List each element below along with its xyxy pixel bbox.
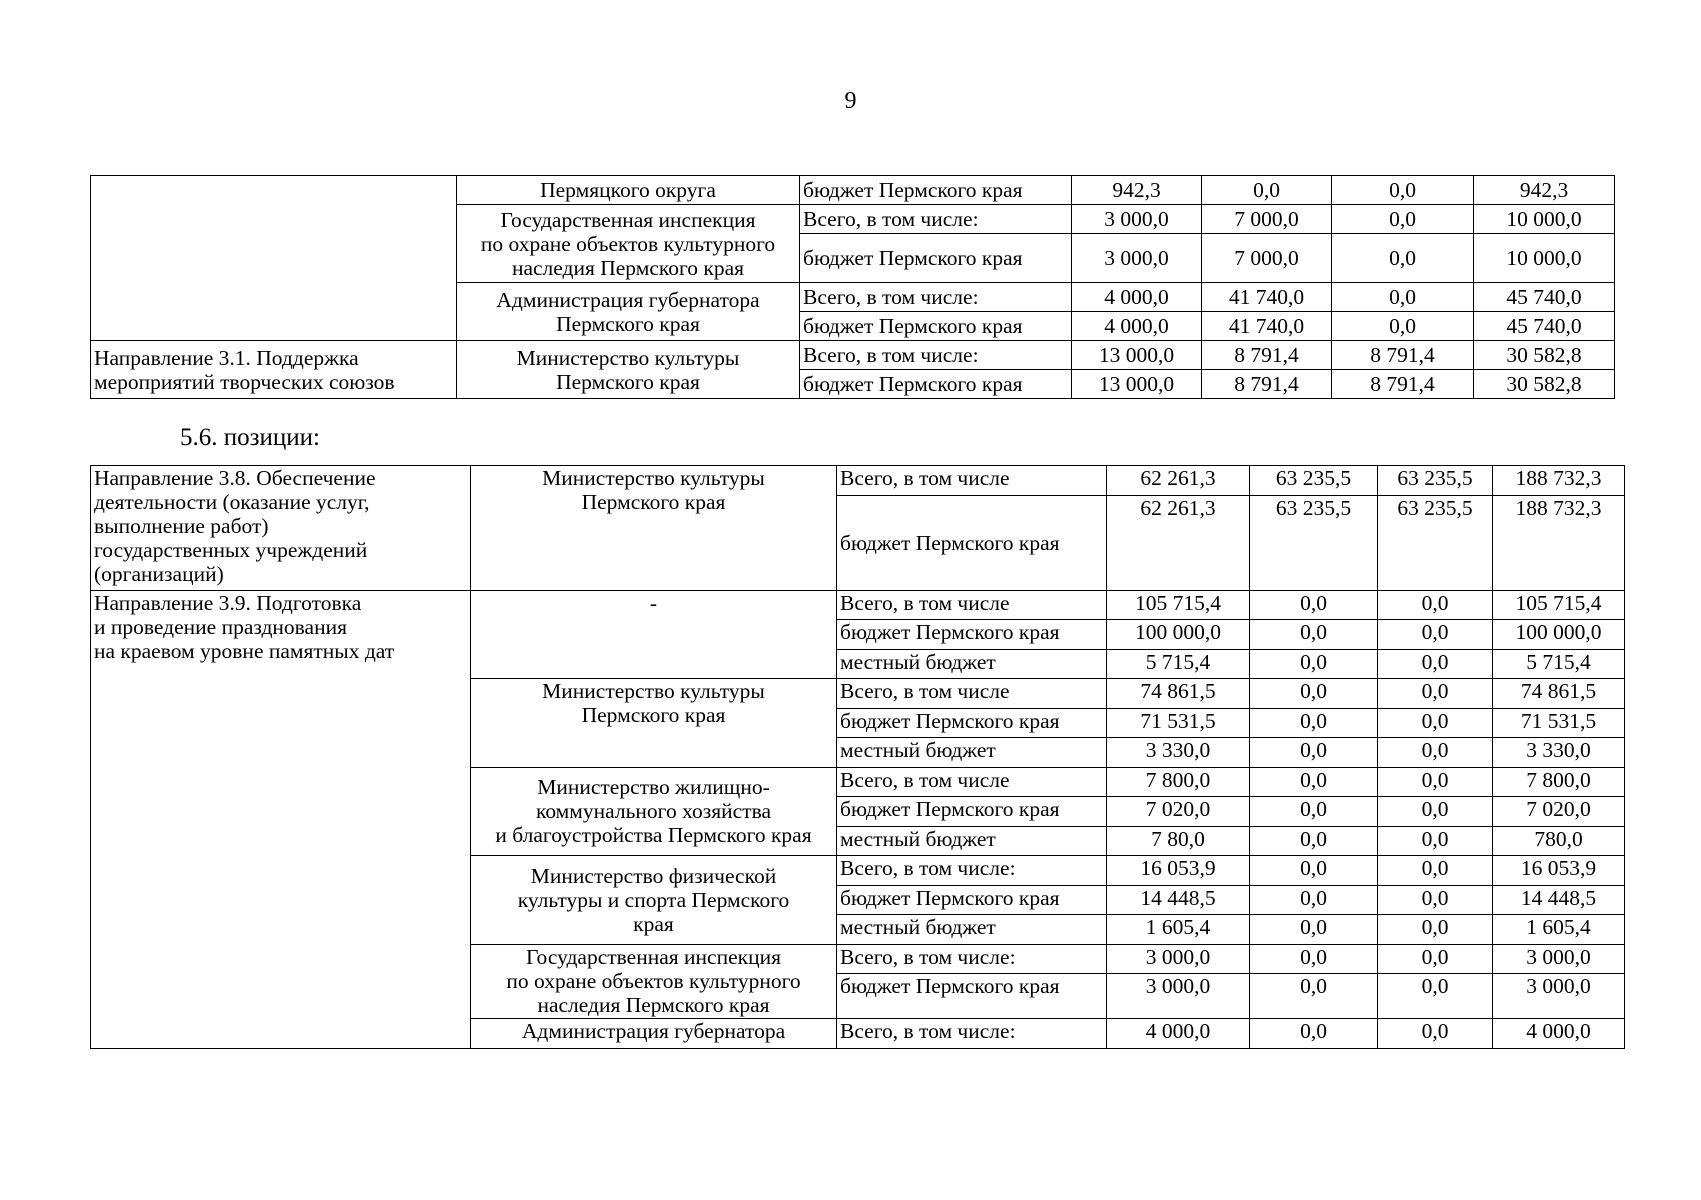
funding-source-cell: бюджет Пермского края: [837, 797, 1107, 827]
funding-source-cell: Всего, в том числе:: [800, 341, 1072, 370]
organization-cell: [471, 856, 837, 945]
value-cell: 7 020,0: [1493, 797, 1625, 827]
funding-source-cell: бюджет Пермского края: [837, 620, 1107, 650]
organization-line: наследия Пермского края: [511, 255, 745, 280]
value-cell: 5 715,4: [1493, 649, 1625, 679]
value-cell: 63 235,5: [1250, 466, 1378, 496]
value-cell: 45 740,0: [1474, 283, 1615, 312]
funding-source-cell: местный бюджет: [837, 915, 1107, 945]
funding-source-cell: Всего, в том числе:: [800, 205, 1072, 234]
value-cell: 74 861,5: [1493, 679, 1625, 709]
organization-line: Государственная инспекция: [526, 944, 781, 969]
organization-cell: Администрация губернатора: [471, 1019, 837, 1049]
value-cell: 62 261,3: [1107, 466, 1250, 496]
funding-source-cell: Всего, в том числе:: [837, 944, 1107, 974]
value-cell: 7 800,0: [1107, 767, 1250, 797]
organization-line: по охране объектов культурного: [506, 968, 801, 993]
value-cell: 0,0: [1250, 915, 1378, 945]
organization-line: Пермского края: [556, 311, 700, 336]
value-cell: 0,0: [1250, 974, 1378, 1019]
value-cell: 16 053,9: [1493, 856, 1625, 886]
value-cell: 14 448,5: [1493, 885, 1625, 915]
value-cell: 100 000,0: [1107, 620, 1250, 650]
value-cell: 62 261,3: [1107, 495, 1250, 590]
funding-source-cell: Всего, в том числе: [837, 590, 1107, 620]
table-row: [91, 341, 1615, 370]
value-cell: 30 582,8: [1474, 341, 1615, 370]
organization-cell: [471, 466, 837, 591]
organization-line: Пермского края: [581, 703, 726, 727]
organization-cell: [457, 205, 800, 283]
value-cell: 0,0: [1378, 738, 1493, 768]
value-cell: 63 235,5: [1378, 495, 1493, 590]
organization-line: Пермского края: [581, 490, 726, 514]
direction-cell: [91, 466, 471, 591]
funding-source-cell: Всего, в том числе: [837, 466, 1107, 496]
funding-source-cell: Всего, в том числе:: [837, 856, 1107, 886]
value-cell: 3 000,0: [1493, 944, 1625, 974]
value-cell: 3 000,0: [1107, 974, 1250, 1019]
value-cell: 0,0: [1250, 679, 1378, 709]
funding-source-cell: местный бюджет: [837, 826, 1107, 856]
value-cell: 4 000,0: [1072, 283, 1202, 312]
value-cell: 0,0: [1202, 176, 1332, 205]
budget-table-continuation: [90, 175, 1615, 399]
value-cell: 8 791,4: [1202, 370, 1332, 399]
funding-source-cell: Всего, в том числе:: [800, 283, 1072, 312]
value-cell: 0,0: [1378, 915, 1493, 945]
funding-source-cell: Всего, в том числе: [837, 679, 1107, 709]
value-cell: 16 053,9: [1107, 856, 1250, 886]
value-cell: 0,0: [1378, 708, 1493, 738]
funding-source-cell: бюджет Пермского края: [837, 885, 1107, 915]
value-cell: 5 715,4: [1107, 649, 1250, 679]
value-cell: 13 000,0: [1072, 341, 1202, 370]
table-row: [91, 176, 1615, 205]
value-cell: 0,0: [1378, 649, 1493, 679]
direction-line: мероприятий творческих союзов: [94, 369, 395, 394]
direction-line: деятельности (оказание услуг,: [94, 490, 370, 514]
value-cell: 0,0: [1332, 205, 1474, 234]
table-row: [91, 590, 1625, 620]
value-cell: 74 861,5: [1107, 679, 1250, 709]
value-cell: 0,0: [1378, 974, 1493, 1019]
value-cell: 0,0: [1332, 176, 1474, 205]
value-cell: 7 800,0: [1493, 767, 1625, 797]
value-cell: 8 791,4: [1332, 370, 1474, 399]
value-cell: 942,3: [1072, 176, 1202, 205]
organization-line: Администрация губернатора: [496, 287, 760, 312]
value-cell: 0,0: [1332, 234, 1474, 283]
value-cell: 942,3: [1474, 176, 1615, 205]
direction-line: Направление 3.9. Подготовка: [94, 590, 362, 615]
value-cell: 7 80,0: [1107, 826, 1250, 856]
value-cell: 188 732,3: [1493, 466, 1625, 496]
funding-source-cell: бюджет Пермского края: [837, 708, 1107, 738]
page-number: 9: [844, 88, 857, 114]
value-cell: 1 605,4: [1493, 915, 1625, 945]
budget-table-positions: [90, 465, 1625, 1049]
value-cell: 0,0: [1332, 312, 1474, 341]
value-cell: 780,0: [1493, 826, 1625, 856]
value-cell: 41 740,0: [1202, 312, 1332, 341]
organization-cell: -: [471, 590, 837, 679]
funding-source-cell: Всего, в том числе: [837, 767, 1107, 797]
direction-cell: [91, 176, 457, 341]
value-cell: 3 000,0: [1072, 234, 1202, 283]
organization-cell: [457, 283, 800, 341]
value-cell: 188 732,3: [1493, 495, 1625, 590]
direction-line: Направление 3.8. Обеспечение: [94, 466, 376, 490]
organization-line: края: [633, 911, 674, 936]
value-cell: 100 000,0: [1493, 620, 1625, 650]
value-cell: 0,0: [1378, 1019, 1493, 1049]
value-cell: 0,0: [1250, 944, 1378, 974]
value-cell: 0,0: [1378, 590, 1493, 620]
value-cell: 14 448,5: [1107, 885, 1250, 915]
funding-source-cell: бюджет Пермского края: [837, 974, 1107, 1019]
organization-line: коммунального хозяйства: [535, 799, 771, 824]
value-cell: 105 715,4: [1107, 590, 1250, 620]
value-cell: 30 582,8: [1474, 370, 1615, 399]
value-cell: 71 531,5: [1107, 708, 1250, 738]
organization-line: Министерство культуры: [542, 466, 765, 490]
value-cell: 0,0: [1250, 738, 1378, 768]
direction-line: на краевом уровне памятных дат: [94, 638, 395, 663]
value-cell: 3 330,0: [1493, 738, 1625, 768]
value-cell: 63 235,5: [1250, 495, 1378, 590]
value-cell: 0,0: [1250, 797, 1378, 827]
value-cell: 0,0: [1250, 590, 1378, 620]
organization-cell: [471, 679, 837, 768]
organization-cell: [471, 944, 837, 1019]
organization-cell: [471, 767, 837, 856]
value-cell: 0,0: [1250, 649, 1378, 679]
organization-line: Министерство культуры: [516, 345, 740, 370]
value-cell: 0,0: [1250, 826, 1378, 856]
value-cell: 7 000,0: [1202, 205, 1332, 234]
value-cell: 3 330,0: [1107, 738, 1250, 768]
organization-cell: [457, 341, 800, 399]
value-cell: 0,0: [1378, 856, 1493, 886]
direction-line: и проведение празднования: [94, 614, 347, 639]
value-cell: 63 235,5: [1378, 466, 1493, 496]
organization-line: и благоустройства Пермского края: [495, 823, 812, 848]
value-cell: 0,0: [1378, 797, 1493, 827]
value-cell: 8 791,4: [1202, 341, 1332, 370]
funding-source-cell: бюджет Пермского края: [837, 495, 1107, 590]
organization-line: Пермского края: [556, 369, 700, 394]
value-cell: 0,0: [1378, 767, 1493, 797]
funding-source-cell: местный бюджет: [837, 738, 1107, 768]
funding-source-cell: бюджет Пермского края: [800, 176, 1072, 205]
organization-line: культуры и спорта Пермского: [517, 887, 790, 912]
value-cell: 0,0: [1378, 826, 1493, 856]
value-cell: 0,0: [1378, 885, 1493, 915]
funding-source-cell: бюджет Пермского края: [800, 234, 1072, 283]
organization-line: Министерство культуры: [542, 679, 765, 703]
value-cell: 4 000,0: [1072, 312, 1202, 341]
value-cell: 1 605,4: [1107, 915, 1250, 945]
value-cell: 45 740,0: [1474, 312, 1615, 341]
value-cell: 0,0: [1378, 679, 1493, 709]
value-cell: 7 000,0: [1202, 234, 1332, 283]
value-cell: 10 000,0: [1474, 234, 1615, 283]
value-cell: 0,0: [1250, 885, 1378, 915]
organization-line: наследия Пермского края: [537, 992, 770, 1017]
value-cell: 3 000,0: [1493, 974, 1625, 1019]
organization-line: по охране объектов культурного: [480, 231, 776, 256]
organization-line: Государственная инспекция: [500, 207, 756, 232]
funding-source-cell: бюджет Пермского края: [800, 370, 1072, 399]
value-cell: 0,0: [1250, 856, 1378, 886]
direction-line: выполнение работ): [94, 514, 269, 538]
direction-line: государственных учреждений: [94, 538, 368, 562]
value-cell: 10 000,0: [1474, 205, 1615, 234]
value-cell: 71 531,5: [1493, 708, 1625, 738]
table-row: [91, 466, 1625, 496]
value-cell: 4 000,0: [1107, 1019, 1250, 1049]
direction-cell: [91, 341, 457, 399]
value-cell: 0,0: [1378, 620, 1493, 650]
value-cell: 105 715,4: [1493, 590, 1625, 620]
value-cell: 7 020,0: [1107, 797, 1250, 827]
funding-source-cell: бюджет Пермского края: [800, 312, 1072, 341]
value-cell: 3 000,0: [1072, 205, 1202, 234]
value-cell: 41 740,0: [1202, 283, 1332, 312]
value-cell: 0,0: [1250, 767, 1378, 797]
funding-source-cell: местный бюджет: [837, 649, 1107, 679]
organization-line: Министерство физической: [530, 863, 777, 888]
organization-line: Министерство жилищно-: [537, 775, 770, 800]
value-cell: 3 000,0: [1107, 944, 1250, 974]
organization-cell: Пермяцкого округа: [457, 176, 800, 205]
section-heading: 5.6. позиции:: [180, 424, 320, 451]
funding-source-cell: Всего, в том числе:: [837, 1019, 1107, 1049]
direction-line: (организаций): [94, 562, 224, 586]
value-cell: 0,0: [1250, 620, 1378, 650]
value-cell: 0,0: [1250, 1019, 1378, 1049]
value-cell: 8 791,4: [1332, 341, 1474, 370]
value-cell: 0,0: [1378, 944, 1493, 974]
value-cell: 0,0: [1250, 708, 1378, 738]
value-cell: 4 000,0: [1493, 1019, 1625, 1049]
value-cell: 13 000,0: [1072, 370, 1202, 399]
direction-cell: [91, 590, 471, 1048]
value-cell: 0,0: [1332, 283, 1474, 312]
direction-line: Направление 3.1. Поддержка: [94, 345, 359, 370]
